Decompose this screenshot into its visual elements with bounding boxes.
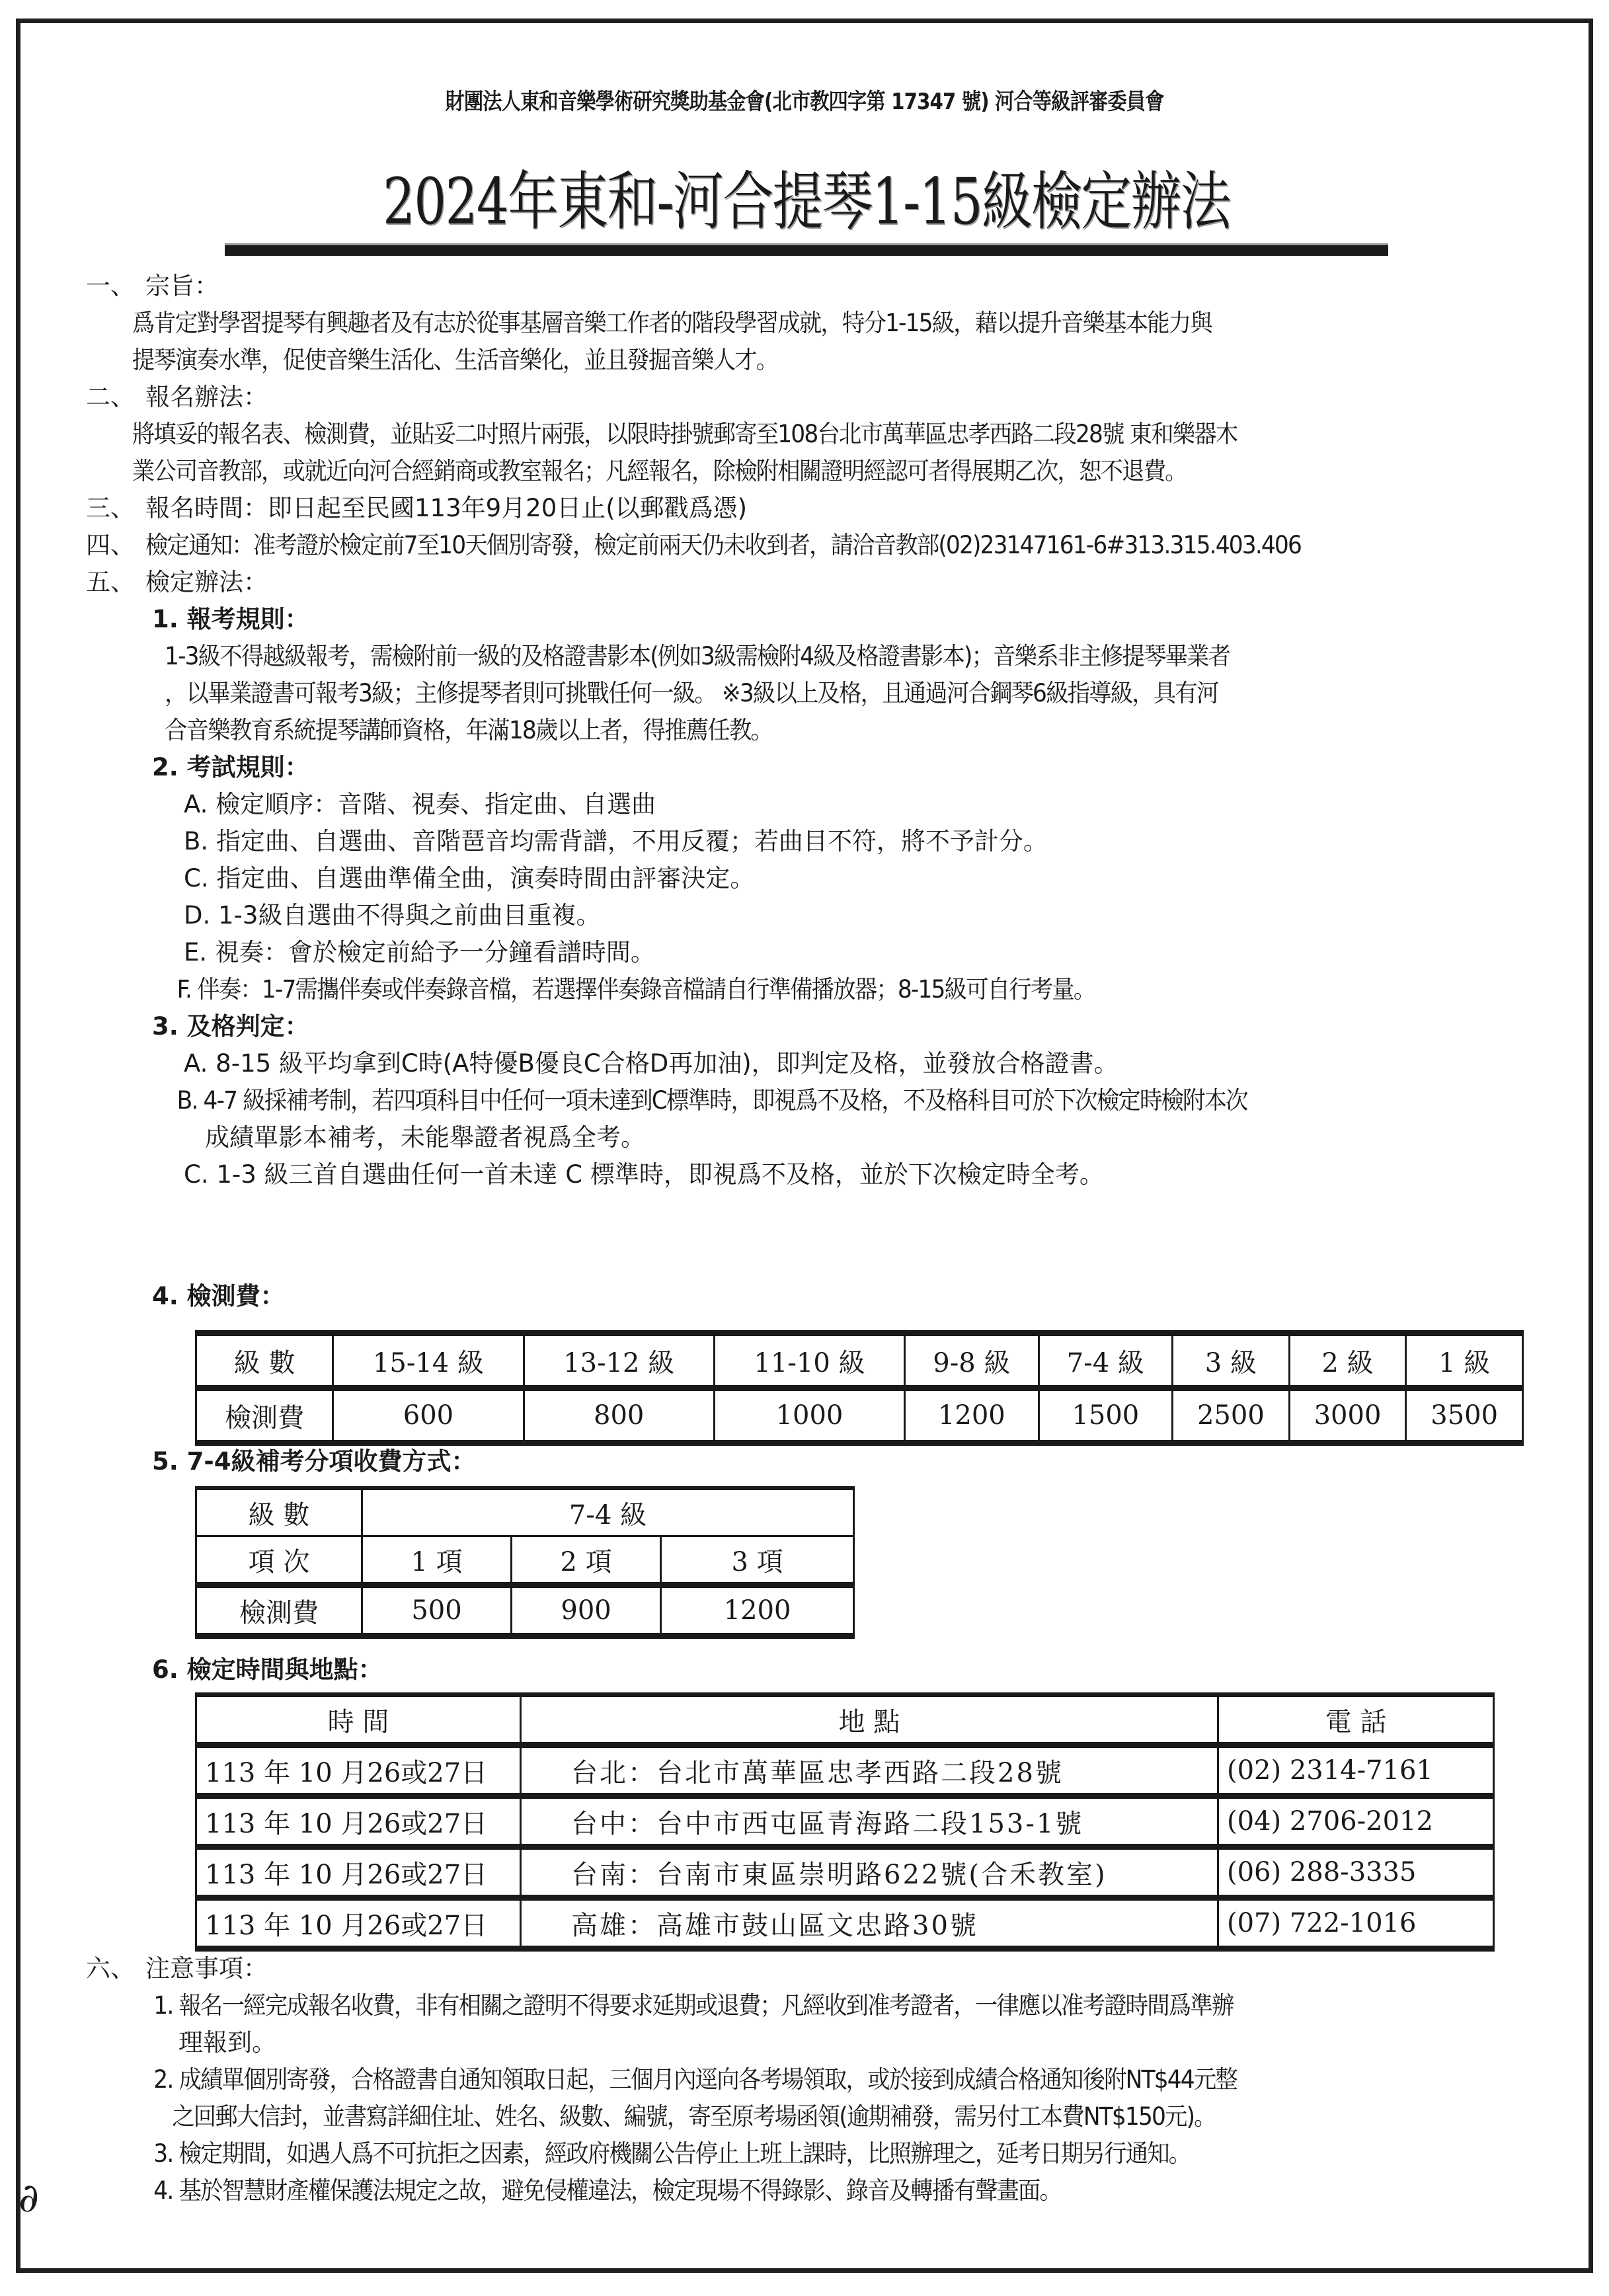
- title-underline: [225, 243, 1388, 256]
- schedule-date: 113 年 10 月26或27日: [196, 1796, 521, 1847]
- fee-cell: 3000: [1289, 1388, 1406, 1443]
- section-heading: 檢定辦法：: [145, 568, 268, 596]
- subsection-fees: 4. 檢測費：: [152, 1282, 285, 1310]
- schedule-location: 台北：台北市萬華區忠孝西路二段28號: [521, 1745, 1218, 1796]
- section-exam-notice: [86, 527, 1527, 564]
- subsection-exam-rules: 2. 考試規則：: [152, 753, 309, 781]
- schedule-date: 113 年 10 月26或27日: [196, 1898, 521, 1949]
- schedule-table: [195, 1692, 1495, 1952]
- schedule-header-phone: 電 話: [1218, 1695, 1494, 1745]
- rule-item: C. 指定曲、自選曲準備全曲，演奏時間由評審決定。: [184, 864, 755, 892]
- fee-header-cell: 2 級: [1289, 1333, 1406, 1388]
- makeup-items-label: 項 次: [196, 1536, 362, 1585]
- page-title: 2024年東和-河合提琴1-15級檢定辦法: [383, 165, 1230, 239]
- fee-header-cell: 9-8 級: [905, 1333, 1039, 1388]
- fee-header-cell: 13-12 級: [524, 1333, 714, 1388]
- schedule-date: 113 年 10 月26或27日: [196, 1847, 521, 1898]
- schedule-phone: (07) 722-1016: [1218, 1898, 1494, 1949]
- fee-header-cell: 1 級: [1406, 1333, 1523, 1388]
- section-purpose: [86, 268, 1527, 305]
- title-block: [225, 165, 1388, 256]
- fee-header-cell: 級 數: [196, 1333, 333, 1388]
- rule-item: D. 1-3級自選曲不得與之前曲目重複。: [184, 901, 601, 930]
- fee-cell: 1500: [1039, 1388, 1172, 1443]
- makeup-fee-table: [195, 1486, 855, 1639]
- section-heading: 宗旨：: [145, 272, 219, 300]
- section-heading: 報名時間：即日起至民國113年9月20日止(以郵戳爲憑): [145, 494, 748, 522]
- schedule-phone: (04) 2706-2012: [1218, 1796, 1494, 1847]
- main-content: [86, 268, 1527, 1193]
- subsection-pass-criteria: 3. 及格判定：: [152, 1012, 309, 1041]
- makeup-item-cell: 3 項: [661, 1536, 854, 1585]
- section-registration: [86, 379, 1527, 416]
- criteria-item-continued: 成績單影本補考，未能舉證者視爲全考。: [205, 1123, 645, 1152]
- makeup-level-row: [196, 1488, 854, 1536]
- schedule-location: 高雄：高雄市鼓山區文忠路30號: [521, 1898, 1218, 1949]
- note-item-continued: 之回郵大信封，並書寫詳細住址、姓名、級數、編號，寄至原考場函領(逾期補發，需另付工本費NT$150元)。: [172, 2102, 1216, 2131]
- schedule-header-row: [196, 1695, 1494, 1745]
- makeup-fee-cell: 500: [362, 1585, 512, 1636]
- note-item: 4. 基於智慧財產權保護法規定之故，避免侵權違法，檢定現場不得錄影、錄音及轉播有聲畫面。: [153, 2176, 1062, 2205]
- organization-header: 財團法人東和音樂學術研究獎助基金會(北市教四字第 17347 號) 河合等級評審委員會: [445, 89, 1164, 115]
- rule-item: E. 視奏：會於檢定前給予一分鐘看譜時間。: [184, 938, 655, 967]
- schedule-header-time: 時 間: [196, 1695, 521, 1745]
- section-number: 五、: [86, 568, 135, 596]
- schedule-row: [196, 1847, 1494, 1898]
- note-item: 1. 報名一經完成報名收費，非有相關之證明不得要求延期或退費；凡經收到准考證者，一律應以准考證時間爲準辦: [153, 1991, 1234, 2020]
- schedule-header-location: 地 點: [521, 1695, 1218, 1745]
- rule-item: F. 伴奏：1-7需攜伴奏或伴奏錄音檔，若選擇伴奏錄音檔請自行準備播放器；8-15級可自行考量。: [177, 975, 1095, 1004]
- schedule-date: 113 年 10 月26或27日: [196, 1745, 521, 1796]
- makeup-item-cell: 1 項: [362, 1536, 512, 1585]
- makeup-fee-cell: 900: [512, 1585, 661, 1636]
- makeup-level-value: 7-4 級: [362, 1488, 854, 1536]
- criteria-item: C. 1-3 級三首自選曲任何一首未達 C 標準時，即視爲不及格，並於下次檢定時全考。: [184, 1160, 1104, 1189]
- fee-cell: 600: [333, 1388, 524, 1443]
- note-item-continued: 理報到。: [178, 2028, 276, 2057]
- section-number: 三、: [86, 494, 135, 522]
- fee-header-cell: 15-14 級: [333, 1333, 524, 1388]
- paragraph-line: 業公司音教部，或就近向河合經銷商或教室報名；凡經報名，除檢附相關證明經認可者得展期乙次，恕不退費。: [132, 457, 1187, 485]
- fee-header-cell: 3 級: [1173, 1333, 1290, 1388]
- section-heading: 報名辦法：: [145, 383, 268, 411]
- paragraph-line: 提琴演奏水準，促使音樂生活化、生活音樂化，並且發掘音樂人才。: [132, 346, 778, 374]
- schedule-row: [196, 1745, 1494, 1796]
- fee-cell: 2500: [1173, 1388, 1290, 1443]
- section-number: 四、: [86, 531, 135, 559]
- subsection-makeup-fees: 5. 7-4級補考分項收費方式：: [152, 1447, 476, 1476]
- fee-cell: 800: [524, 1388, 714, 1443]
- note-item: 2. 成績單個別寄發，合格證書自通知領取日起，三個月內逕向各考場領取，或於接到成績合格通知後附NT$44元整: [153, 2065, 1237, 2094]
- schedule-phone: (06) 288-3335: [1218, 1847, 1494, 1898]
- notes-section: [86, 1950, 1540, 2209]
- criteria-item: A. 8-15 級平均拿到C時(A特優B優良C合格D再加油)，即判定及格，並發放合格證書。: [184, 1049, 1118, 1078]
- schedule-row: [196, 1898, 1494, 1949]
- section-heading: 注意事項：: [145, 1954, 268, 1983]
- makeup-fee-label: 檢測費: [196, 1585, 362, 1636]
- section-exam-method: [86, 564, 1527, 601]
- makeup-fee-cell: 1200: [661, 1585, 854, 1636]
- fee-header-cell: 7-4 級: [1039, 1333, 1172, 1388]
- fee-table-header-row: [196, 1333, 1523, 1388]
- fee-header-cell: 11-10 級: [714, 1333, 904, 1388]
- section-number: 二、: [86, 383, 135, 411]
- handwritten-margin-mark: ∂: [19, 2175, 40, 2221]
- paragraph-line: 爲肯定對學習提琴有興趣者及有志於從事基層音樂工作者的階段學習成就，特分1-15級，藉以提升音樂基本能力與: [132, 309, 1212, 337]
- paragraph-line: 將填妥的報名表、檢測費，並貼妥二吋照片兩張，以限時掛號郵寄至108台北市萬華區忠孝西路二段28號 東和樂器木: [132, 420, 1237, 448]
- note-item: 3. 檢定期間，如遇人爲不可抗拒之因素，經政府機關公告停止上班上課時，比照辦理之，延考日期另行通知。: [153, 2139, 1191, 2168]
- rule-item: B. 指定曲、自選曲、音階琶音均需背譜，不用反覆；若曲目不符，將不予計分。: [184, 827, 1048, 855]
- rule-item: A. 檢定順序：音階、視奏、指定曲、自選曲: [184, 790, 656, 818]
- paragraph-line: 合音樂教育系統提琴講師資格，年滿18歲以上者，得推薦任教。: [165, 716, 772, 744]
- makeup-fee-row: [196, 1585, 854, 1636]
- subsection-registration-rules: 1. 報考規則：: [152, 605, 309, 633]
- schedule-row: [196, 1796, 1494, 1847]
- section-number: 六、: [86, 1954, 135, 1983]
- schedule-location: 台中：台中市西屯區青海路二段153-1號: [521, 1796, 1218, 1847]
- paragraph-line: 1-3級不得越級報考，需檢附前一級的及格證書影本(例如3級需檢附4級及格證書影本)；音樂系非主修提琴畢業者: [165, 642, 1230, 670]
- schedule-phone: (02) 2314-7161: [1218, 1745, 1494, 1796]
- criteria-item: B. 4-7 級採補考制，若四項科目中任何一項未達到C標準時，即視爲不及格，不及格科目可於下次檢定時檢附本次: [177, 1086, 1247, 1115]
- fee-cell: 3500: [1406, 1388, 1523, 1443]
- section-number: 一、: [86, 272, 135, 300]
- subsection-schedule: 6. 檢定時間與地點：: [152, 1655, 383, 1684]
- makeup-items-row: [196, 1536, 854, 1585]
- fee-table: [195, 1330, 1524, 1446]
- makeup-item-cell: 2 項: [512, 1536, 661, 1585]
- fee-cell: 1000: [714, 1388, 904, 1443]
- fee-cell: 1200: [905, 1388, 1039, 1443]
- section-heading: 檢定通知：准考證於檢定前7至10天個別寄發，檢定前兩天仍未收到者，請洽音教部(02)23147161-6#313.315.403.406: [145, 531, 1301, 559]
- section-notes: [86, 1950, 1540, 1987]
- makeup-level-label: 級 數: [196, 1488, 362, 1536]
- schedule-location: 台南：台南市東區崇明路622號(合禾教室): [521, 1847, 1218, 1898]
- fee-table-row: [196, 1388, 1523, 1443]
- section-registration-period: [86, 490, 1527, 527]
- fee-cell: 檢測費: [196, 1388, 333, 1443]
- paragraph-line: ，以畢業證書可報考3級；主修提琴者則可挑戰任何一級。 ※3級以上及格，且通過河合鋼琴6級指導級，具有河: [165, 679, 1218, 707]
